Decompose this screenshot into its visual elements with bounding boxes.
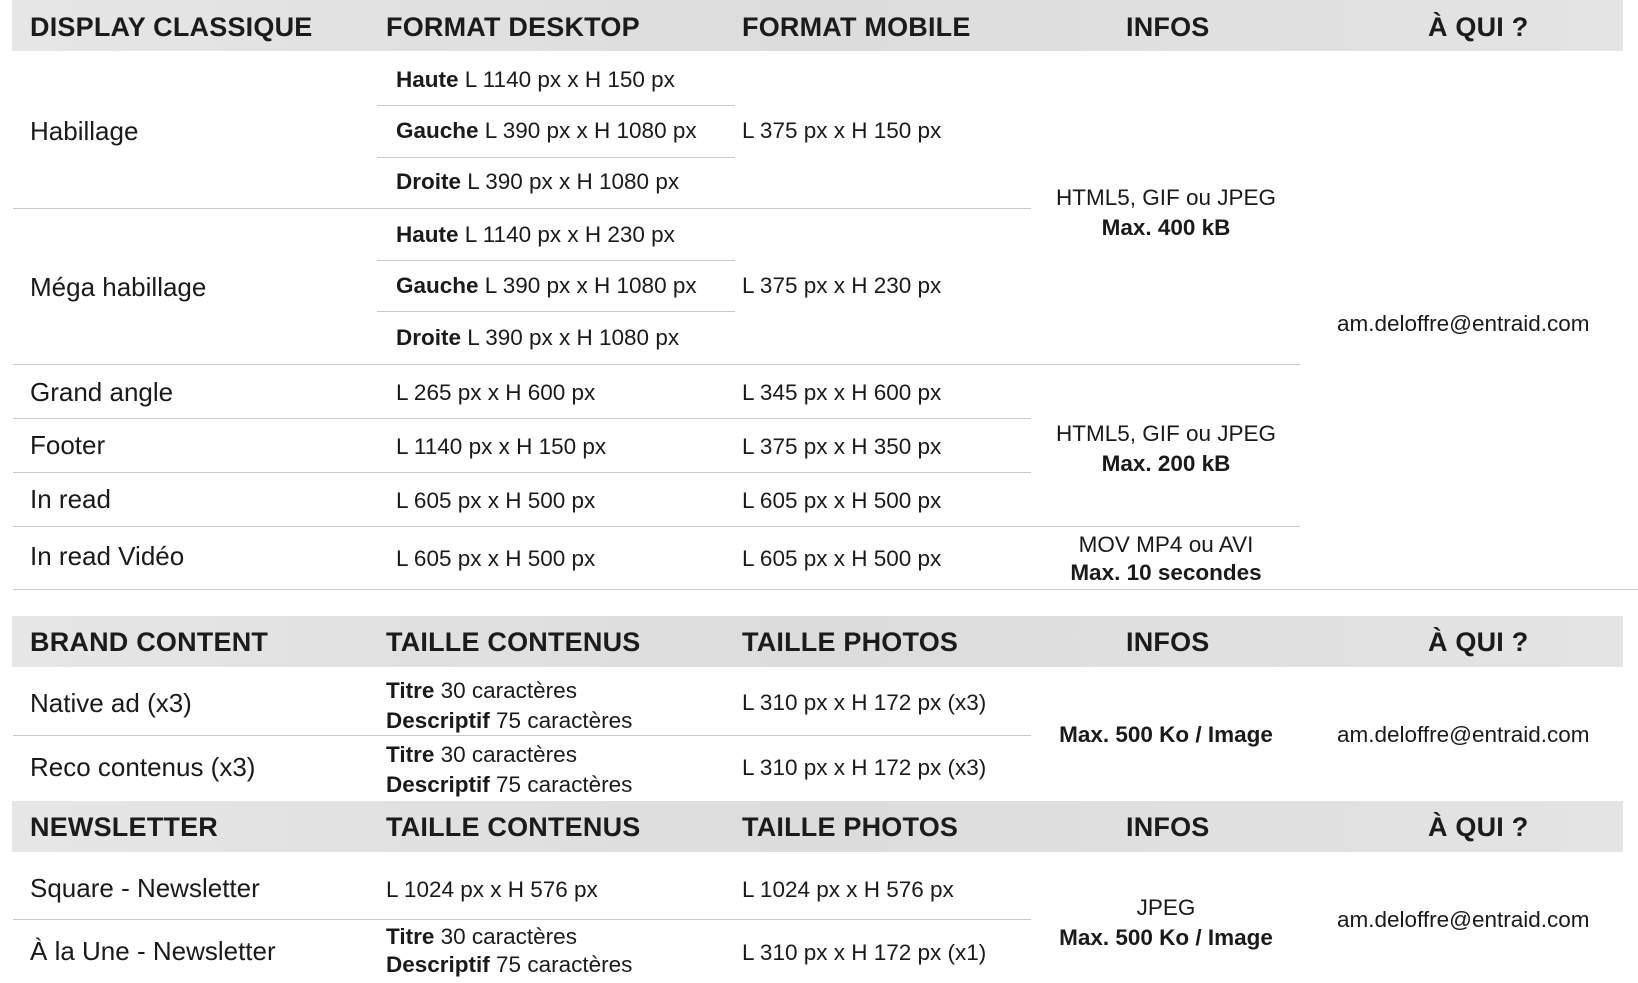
in-read-desktop: L 605 px x H 500 px	[396, 488, 596, 513]
divider	[377, 105, 735, 106]
in-read-mobile: L 605 px x H 500 px	[742, 488, 942, 513]
grand-angle-desktop: L 265 px x H 600 px	[396, 380, 596, 405]
newsletter-header-col3: TAILLE PHOTOS	[742, 812, 959, 842]
info-max-size: Max. 200 kB	[1101, 451, 1231, 476]
brand-header-col4: INFOS	[1126, 627, 1210, 657]
brand-header-col5: À QUI ?	[1428, 627, 1529, 657]
info-max-size: Max. 400 kB	[1101, 215, 1231, 240]
newsletter-header-col2: TAILLE CONTENUS	[386, 812, 641, 842]
brand-contact-email[interactable]: am.deloffre@entraid.com	[1337, 722, 1590, 747]
info-format: JPEG	[1136, 895, 1196, 920]
row-name-a-la-une-newsletter: À la Une - Newsletter	[30, 936, 276, 966]
row-name-habillage: Habillage	[30, 116, 139, 146]
in-read-video-mobile: L 605 px x H 500 px	[742, 546, 942, 571]
display-header-col4: INFOS	[1126, 12, 1210, 42]
newsletter-contact-email[interactable]: am.deloffre@entraid.com	[1337, 907, 1590, 932]
a-la-une-content: Titre 30 caractères Descriptif 75 caractères	[386, 924, 633, 977]
divider	[13, 472, 1031, 473]
divider	[13, 526, 1300, 527]
display-header-col2: FORMAT DESKTOP	[386, 12, 640, 42]
row-name-footer: Footer	[30, 430, 106, 460]
brand-info: Max. 500 Ko / Image	[1059, 722, 1273, 747]
square-photo: L 1024 px x H 576 px	[742, 877, 954, 902]
square-content: L 1024 px x H 576 px	[386, 877, 598, 902]
mega-mobile: L 375 px x H 230 px	[742, 273, 942, 298]
info-format: HTML5, GIF ou JPEG	[1055, 185, 1277, 210]
row-name-grand-angle: Grand angle	[30, 377, 174, 407]
display-info-2	[1031, 419, 1301, 479]
display-header-col3: FORMAT MOBILE	[742, 12, 971, 42]
display-contact-email[interactable]: am.deloffre@entraid.com	[1337, 311, 1590, 336]
divider	[377, 157, 735, 158]
footer-desktop: L 1140 px x H 150 px	[396, 434, 607, 459]
brand-header-col1: BRAND CONTENT	[30, 627, 269, 657]
newsletter-header-col4: INFOS	[1126, 812, 1210, 842]
grand-angle-mobile: L 345 px x H 600 px	[742, 380, 942, 405]
native-ad-content: Titre 30 caractères Descriptif 75 caractères	[386, 678, 633, 733]
mega-desktop-haute: Haute L 1140 px x H 230 px	[396, 222, 675, 247]
habillage-mobile: L 375 px x H 150 px	[742, 118, 942, 143]
row-name-in-read: In read	[30, 484, 111, 514]
row-name-reco-contenus: Reco contenus (x3)	[30, 752, 256, 782]
mega-desktop-gauche: Gauche L 390 px x H 1080 px	[396, 273, 697, 298]
info-duration: Max. 10 secondes	[1070, 560, 1262, 585]
display-header-col1: DISPLAY CLASSIQUE	[30, 12, 313, 42]
brand-header-col2: TAILLE CONTENUS	[386, 627, 641, 657]
habillage-desktop-gauche: Gauche L 390 px x H 1080 px	[396, 118, 697, 143]
divider	[13, 418, 1031, 419]
in-read-video-desktop: L 605 px x H 500 px	[396, 546, 596, 571]
row-name-in-read-video: In read Vidéo	[30, 541, 185, 571]
row-name-native-ad: Native ad (x3)	[30, 688, 192, 718]
display-info-1	[1031, 183, 1301, 243]
display-header-col5: À QUI ?	[1428, 12, 1529, 42]
brand-header-col3: TAILLE PHOTOS	[742, 627, 959, 657]
divider	[13, 208, 1031, 209]
row-name-mega-habillage: Méga habillage	[30, 272, 207, 302]
newsletter-info	[1031, 893, 1301, 953]
footer-mobile: L 375 px x H 350 px	[742, 434, 942, 459]
divider	[377, 311, 735, 312]
divider	[13, 364, 1300, 365]
info-max-size: Max. 500 Ko / Image	[1059, 925, 1273, 950]
info-format: HTML5, GIF ou JPEG	[1055, 421, 1277, 446]
native-ad-photo: L 310 px x H 172 px (x3)	[742, 690, 987, 715]
divider	[377, 260, 735, 261]
mega-desktop-droite: Droite L 390 px x H 1080 px	[396, 325, 680, 350]
row-name-square-newsletter: Square - Newsletter	[30, 873, 260, 903]
divider	[13, 589, 1638, 590]
display-info-3	[1031, 531, 1301, 587]
divider	[13, 735, 1031, 736]
newsletter-header-col5: À QUI ?	[1428, 812, 1529, 842]
habillage-desktop-droite: Droite L 390 px x H 1080 px	[396, 169, 680, 194]
newsletter-header-col1: NEWSLETTER	[30, 812, 218, 842]
reco-content: Titre 30 caractères Descriptif 75 caractères	[386, 742, 633, 797]
divider	[13, 919, 1031, 920]
reco-photo: L 310 px x H 172 px (x3)	[742, 755, 987, 780]
a-la-une-photo: L 310 px x H 172 px (x1)	[742, 940, 987, 965]
habillage-desktop-haute: Haute L 1140 px x H 150 px	[396, 67, 675, 92]
info-format: MOV MP4 ou AVI	[1078, 532, 1254, 557]
